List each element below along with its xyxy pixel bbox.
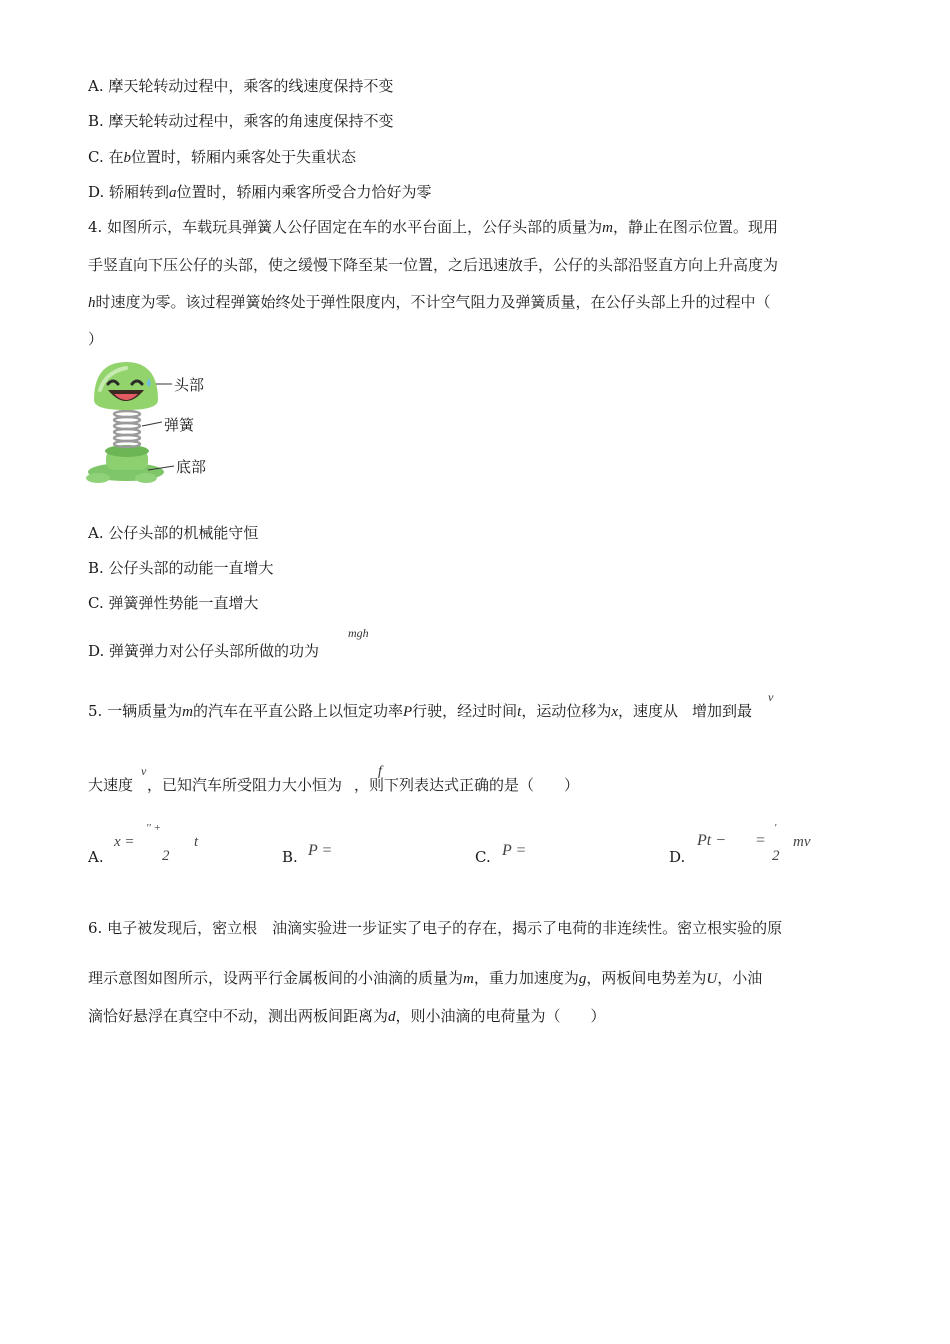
q4-d-formula: mgh (348, 626, 369, 640)
q3-option-c (88, 147, 356, 168)
q5-option-d-frag3: mv (793, 834, 811, 850)
q5-option-a-label: A. (88, 848, 104, 866)
q5-option-d-formula1: Pt − (697, 832, 727, 849)
q5-option-d-label: D. (669, 848, 686, 866)
spring-toy-figure (86, 360, 226, 488)
q3-c-var: b (123, 150, 131, 166)
q4-stem-line2: 手竖直向下压公仔的头部，使之缓慢下降至某一位置，之后迅速放手，公仔的头部沿竖直方向上升高度为 (88, 256, 779, 274)
q5-option-d-frag2: 2 (772, 848, 780, 864)
q6-stem-line1: 6. 电子被发现后，密立根 油滴实验进一步证实了电子的存在，揭示了电荷的非连续性。密立根实验的原 (88, 919, 783, 937)
q4-l1-var: m (602, 220, 613, 236)
q5-option-d-frag1: ' (774, 822, 777, 834)
q6-stem-line2: 理示意图如图所示，设两平行金属板间的小油滴的质量为m，重力加速度为g，两板间电势差为U，小油 (88, 969, 763, 987)
toy-head (94, 362, 158, 410)
label-spring: 弹簧 (164, 416, 195, 434)
q4-l3-post: 时速度为零。该过程弹簧始终处于弹性限度内，不计空气阻力及弹簧质量，在公仔头部上升的过程中（ (95, 293, 771, 311)
toy-spring (114, 411, 140, 447)
q5-f: f (378, 764, 382, 779)
q5-option-a-frag1: '' + (146, 822, 161, 834)
q4-l1-pre: 4. 如图所示，车载玩具弹簧人公仔固定在车的水平台面上，公仔头部的质量为 (88, 218, 603, 236)
q4-option-a: A. 公仔头部的机械能守恒 (88, 524, 259, 542)
q4-stem-line4: ） (88, 330, 104, 348)
q3-d-pre: D. 轿厢转到 (88, 183, 170, 201)
q5-option-a-frag2: 2 (162, 848, 170, 864)
q6-stem-line3: 滴恰好悬浮在真空中不动，测出两板间距离为d，则小油滴的电荷量为（ ） (88, 1007, 606, 1025)
label-head: 头部 (174, 376, 205, 394)
q5-option-a-frag3: t (194, 834, 199, 850)
q4-l3-var: h (88, 295, 96, 311)
q3-c-post: 位置时，轿厢内乘客处于失重状态 (130, 148, 356, 166)
q5-stem-line1: 5. 一辆质量为m的汽车在平直公路上以恒定功率P行驶，经过时间t，运动位移为x，速度从 增加到最 (88, 702, 753, 720)
q4-option-c: C. 弹簧弹性势能一直增大 (88, 594, 259, 612)
q3-option-b: B. 摩天轮转动过程中，乘客的角速度保持不变 (88, 112, 394, 130)
q5-v1: v (768, 690, 774, 704)
q5-v2: v (141, 764, 147, 778)
q5-option-b-label: B. (282, 848, 298, 866)
q5-option-c-label: C. (475, 848, 491, 866)
q4-option-d: D. 弹簧弹力对公仔头部所做的功为 (88, 642, 320, 660)
q4-stem-line1 (88, 217, 778, 238)
q5-option-a-formula: x = (114, 834, 135, 850)
q4-l1-post: ，静止在图示位置。现用 (612, 218, 778, 236)
q4-option-b: B. 公仔头部的动能一直增大 (88, 559, 274, 577)
q3-option-a: A. 摩天轮转动过程中，乘客的线速度保持不变 (88, 77, 394, 95)
q5-option-c-formula: P = (502, 842, 527, 859)
q3-c-pre: C. 在 (88, 148, 124, 166)
q5-stem-line2: 大速度 ，已知汽车所受阻力大小恒为 ，则下列表达式正确的是（ ） (88, 776, 580, 794)
label-base: 底部 (176, 458, 207, 476)
q3-d-post: 位置时，轿厢内乘客所受合力恰好为零 (176, 183, 432, 201)
q4-stem-line3 (88, 292, 771, 313)
q5-option-d-formula2: = (755, 832, 766, 849)
q3-option-d (88, 182, 432, 203)
q5-option-b-formula: P = (308, 842, 333, 859)
q3-d-var: a (169, 185, 177, 201)
